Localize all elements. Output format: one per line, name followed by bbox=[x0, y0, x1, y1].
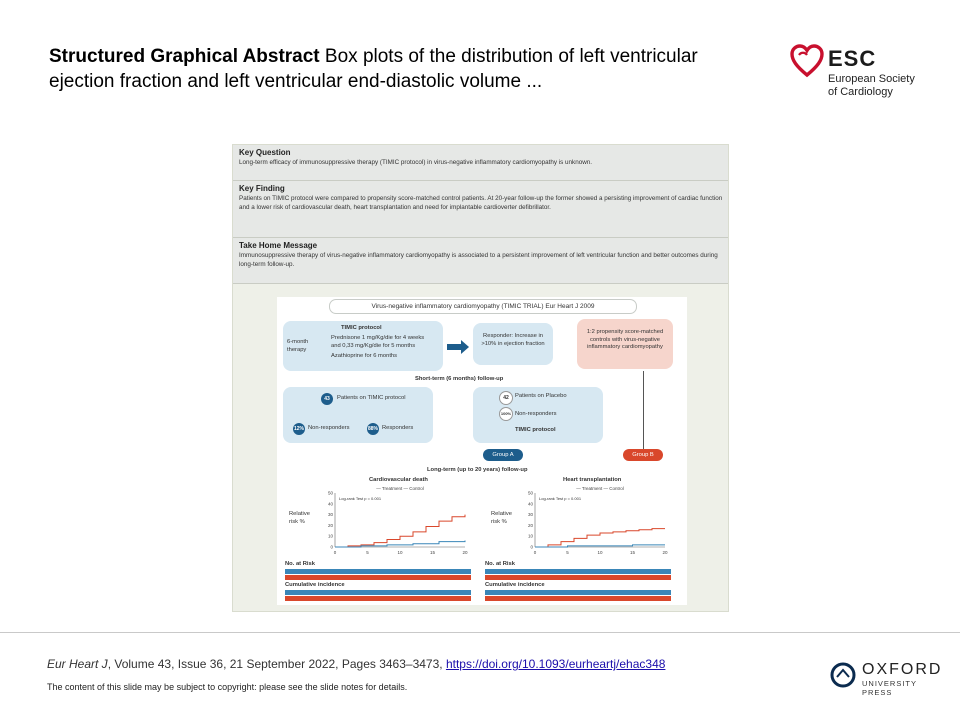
esc-name: ESC bbox=[828, 46, 877, 71]
key-question-box bbox=[233, 145, 729, 181]
key-finding-box bbox=[233, 181, 729, 238]
cum-row-treatment-2 bbox=[485, 590, 671, 595]
take-home-text: Immunosuppressive therapy of virus-negative inflammatory cardiomyopathy is associated to a persistent improvement of left ventricular function and better outcomes during long-term follow-up. bbox=[239, 252, 718, 268]
logrank-label: Log-rank Test p = 0.001 bbox=[539, 496, 582, 501]
risk-row-treatment-2 bbox=[485, 569, 671, 574]
logrank-label: Log-rank Test p = 0.001 bbox=[339, 496, 382, 501]
resp-label: Responders bbox=[382, 425, 414, 431]
footer-divider bbox=[0, 632, 960, 633]
citation-text: , Volume 43, Issue 36, 21 September 2022, Pages 3463–3473, bbox=[107, 657, 446, 671]
resp-pct: 88% bbox=[367, 423, 379, 435]
cum-row-control-2 bbox=[485, 596, 671, 601]
cum-inc-label-1: Cumulative incidence bbox=[285, 582, 345, 588]
risk-row-control-1 bbox=[285, 575, 471, 580]
key-finding-text: Patients on TIMIC protocol were compared to propensity score-matched control patients. At 20-year follow-up the former showed a persisting improvement of cardiac function and a lower risk of cardiovascular death, heart transplantation and need for implantable cardioverter defibrillator. bbox=[239, 195, 723, 211]
placebo-group-box bbox=[473, 387, 603, 443]
plot2-ylabel: Relative risk % bbox=[491, 511, 512, 525]
nonresp-pct: 12% bbox=[293, 423, 305, 435]
y-tick-label: 40 bbox=[527, 501, 533, 507]
y-tick-label: 10 bbox=[327, 533, 333, 539]
oxford-sub: UNIVERSITY PRESS bbox=[862, 679, 917, 697]
esc-subtitle: European Society of Cardiology bbox=[828, 73, 915, 98]
legend-label: — Treatment — Control bbox=[576, 486, 624, 491]
title-bold: Structured Graphical Abstract bbox=[49, 46, 320, 67]
take-home-box bbox=[233, 238, 729, 284]
x-tick-label: 20 bbox=[662, 550, 668, 555]
oxford-logo bbox=[830, 660, 950, 697]
plot1-title: Cardiovascular death bbox=[369, 477, 428, 483]
esc-logo bbox=[790, 42, 940, 102]
long-term-label: Long-term (up to 20 years) follow-up bbox=[427, 467, 528, 473]
graphical-abstract-figure bbox=[232, 144, 729, 612]
risk-row-treatment-1 bbox=[285, 569, 471, 574]
key-question-text: Long-term efficacy of immunosuppressive therapy (TIMIC protocol) in virus-negative inflammatory cardiomyopathy is unknown. bbox=[239, 159, 593, 166]
x-tick-label: 15 bbox=[429, 550, 436, 555]
y-tick-label: 10 bbox=[527, 533, 533, 539]
arrow-right-icon bbox=[447, 340, 469, 354]
risk-row-control-2 bbox=[485, 575, 671, 580]
key-question-heading: Key Question bbox=[239, 148, 291, 157]
y-tick-label: 30 bbox=[527, 512, 533, 518]
responder-box bbox=[473, 323, 553, 365]
y-tick-label: 0 bbox=[330, 544, 333, 550]
y-tick-label: 50 bbox=[327, 490, 333, 496]
plot1-ylabel: Relative risk % bbox=[289, 511, 310, 525]
copyright-notice: The content of this slide may be subject to copyright: please see the slide notes for details. bbox=[47, 682, 408, 692]
placebo-nonresp-label: Non-responders bbox=[515, 411, 557, 417]
y-tick-label: 0 bbox=[530, 544, 533, 550]
x-tick-label: 15 bbox=[629, 550, 636, 555]
group-b-badge: Group B bbox=[623, 449, 663, 461]
y-tick-label: 40 bbox=[327, 501, 333, 507]
y-tick-label: 20 bbox=[527, 522, 533, 528]
oxford-name: OXFORD bbox=[862, 661, 943, 678]
y-tick-label: 30 bbox=[327, 512, 333, 518]
cum-row-treatment-1 bbox=[285, 590, 471, 595]
x-tick-label: 5 bbox=[566, 550, 569, 555]
placebo-label: Patients on Placebo bbox=[515, 393, 567, 399]
key-finding-heading: Key Finding bbox=[239, 184, 285, 193]
doi-link[interactable]: https://doi.org/10.1093/eurheartj/ehac348 bbox=[445, 657, 666, 671]
timic-label: Patients on TIMIC protocol bbox=[337, 395, 406, 401]
connector-line bbox=[643, 371, 644, 449]
drug1: Prednisone 1 mg/Kg/die for 4 weeks bbox=[331, 335, 425, 341]
short-term-label: Short-term (6 months) follow-up bbox=[415, 376, 504, 382]
timic-group-box bbox=[283, 387, 433, 443]
cum-inc-label-2: Cumulative incidence bbox=[485, 582, 545, 588]
esc-heart-icon bbox=[790, 44, 824, 78]
citation bbox=[47, 657, 665, 671]
nonresp-label: Non-responders bbox=[308, 425, 350, 431]
oxford-emblem-icon bbox=[830, 662, 856, 688]
drug1b: and 0,33 mg/Kg/die for 5 months bbox=[331, 343, 416, 349]
series-line-control bbox=[535, 529, 665, 547]
drug2: Azathioprine for 6 months bbox=[331, 353, 398, 359]
placebo-count: 42 bbox=[499, 391, 513, 405]
trial-header: Virus-negative inflammatory cardiomyopathy (TIMIC TRIAL) Eur Heart J 2009 bbox=[329, 299, 637, 314]
timic-protocol-2: TIMIC protocol bbox=[515, 427, 556, 433]
x-tick-label: 0 bbox=[533, 550, 537, 555]
at-risk-label-2: No. at Risk bbox=[485, 561, 515, 567]
protocol-title: TIMIC protocol bbox=[341, 325, 382, 331]
y-tick-label: 50 bbox=[527, 490, 533, 496]
y-tick-label: 20 bbox=[327, 522, 333, 528]
group-a-badge: Group A bbox=[483, 449, 523, 461]
timic-count: 43 bbox=[321, 393, 333, 405]
propensity-text: 1:2 propensity score-matched controls with virus-negative inflammatory cardiomyopathy bbox=[586, 329, 664, 350]
x-tick-label: 5 bbox=[366, 550, 369, 555]
x-tick-label: 10 bbox=[597, 550, 603, 555]
take-home-heading: Take Home Message bbox=[239, 241, 318, 250]
propensity-box bbox=[577, 319, 673, 369]
plot2-title: Heart transplantation bbox=[563, 477, 622, 483]
placebo-nonresp-pct: 100% bbox=[499, 407, 513, 421]
legend-label: — Treatment — Control bbox=[376, 486, 424, 491]
responder-text: Responder: Increase in >10% in ejection fraction bbox=[481, 333, 545, 347]
x-tick-label: 0 bbox=[333, 550, 337, 555]
title-rest: Box plots of the distribution of left ventricular ejection fraction and left ventricular end-diastolic volume ... bbox=[49, 46, 698, 92]
heart-transplant-chart bbox=[521, 485, 671, 559]
at-risk-label-1: No. at Risk bbox=[285, 561, 315, 567]
protocol-box bbox=[283, 321, 443, 371]
series-line-control bbox=[335, 515, 465, 547]
cv-death-chart bbox=[321, 485, 471, 559]
journal-name: Eur Heart J bbox=[47, 657, 108, 671]
study-diagram bbox=[277, 297, 687, 605]
x-tick-label: 10 bbox=[397, 550, 403, 555]
x-tick-label: 20 bbox=[462, 550, 468, 555]
therapy-label: 6-month therapy bbox=[287, 339, 309, 353]
cum-row-control-1 bbox=[285, 596, 471, 601]
slide-title bbox=[49, 44, 709, 94]
